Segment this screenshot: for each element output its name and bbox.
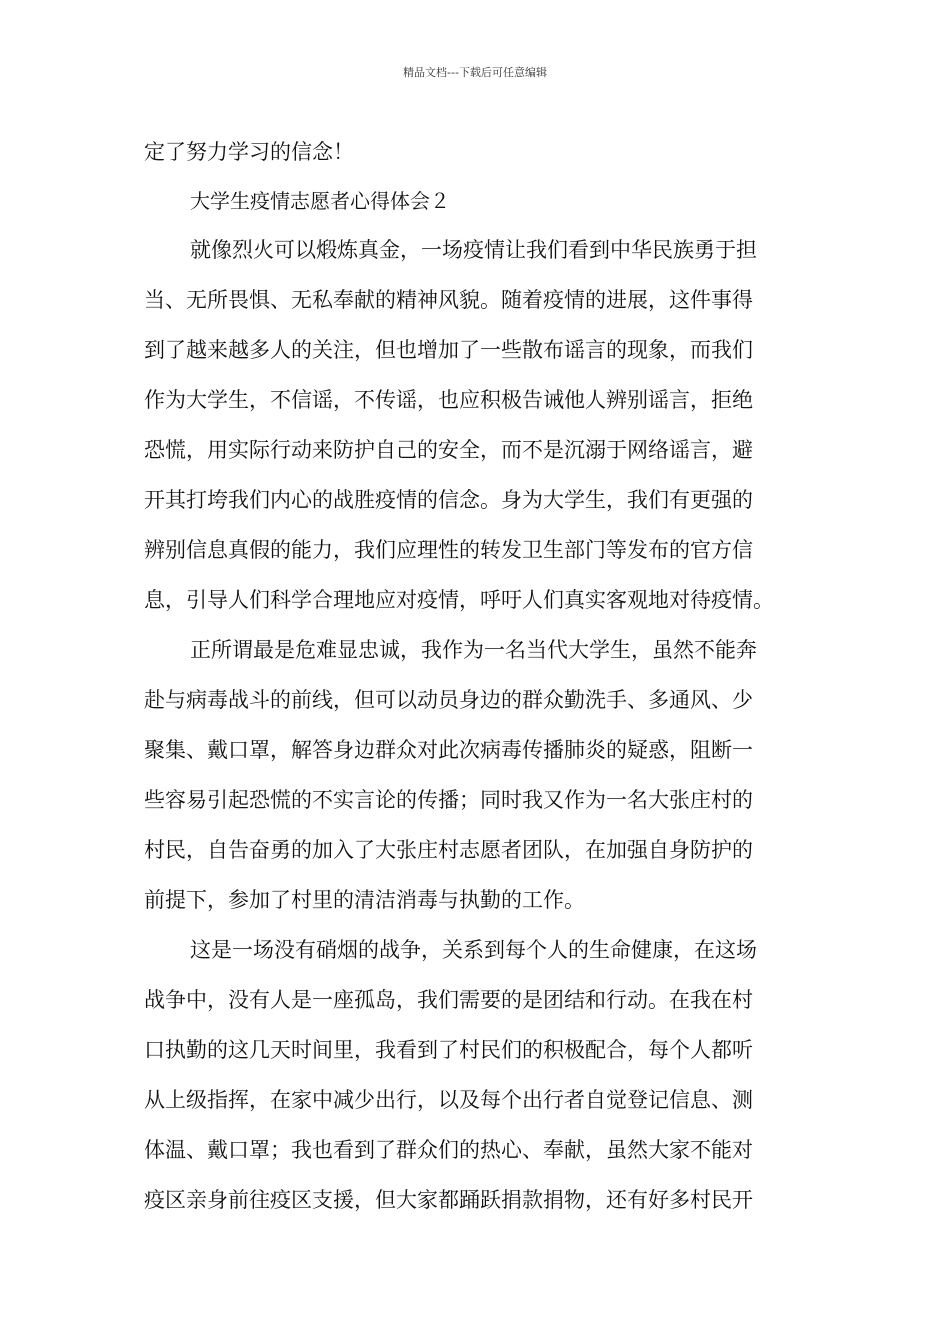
text-line: 口执勤的这几天时间里，我看到了村民们的积极配合，每个人都听 xyxy=(144,1038,753,1062)
text-line: 恐慌，用实际行动来防护自己的安全，而不是沉溺于网络谣言，避 xyxy=(144,438,753,462)
text-line: 前提下，参加了村里的清洁消毒与执勤的工作。 xyxy=(144,888,585,912)
text-line: 这是一场没有硝烟的战争，关系到每个人的生命健康，在这场 xyxy=(190,938,757,962)
text-line: 辨别信息真假的能力，我们应理性的转发卫生部门等发布的官方信 xyxy=(144,538,753,562)
text-line: 聚集、戴口罩，解答身边群众对此次病毒传播肺炎的疑惑，阻断一 xyxy=(144,738,753,762)
text-line: 战争中，没有人是一座孤岛，我们需要的是团结和行动。在我在村 xyxy=(144,988,753,1012)
text-line: 正所谓最是危难显忠诚，我作为一名当代大学生，虽然不能奔 xyxy=(190,638,757,662)
text-line: 作为大学生，不信谣，不传谣，也应积极告诫他人辨别谣言，拒绝 xyxy=(144,388,753,412)
text-line: 村民，自告奋勇的加入了大张庄村志愿者团队，在加强自身防护的 xyxy=(144,838,753,862)
text-line: 定了努力学习的信念！ xyxy=(144,140,354,164)
text-line: 开其打垮我们内心的战胜疫情的信念。身为大学生，我们有更强的 xyxy=(144,488,753,512)
text-line: 就像烈火可以煅炼真金，一场疫情让我们看到中华民族勇于担 xyxy=(190,238,757,262)
text-line: 疫区亲身前往疫区支援，但大家都踊跃捐款捐物，还有好多村民开 xyxy=(144,1188,753,1212)
page-header: 精品文档---下载后可任意编辑 xyxy=(403,66,547,79)
text-line: 从上级指挥，在家中减少出行，以及每个出行者自觉登记信息、测 xyxy=(144,1088,753,1112)
section-heading: 大学生疫情志愿者心得体会２ xyxy=(190,189,450,213)
text-line: 赴与病毒战斗的前线，但可以动员身边的群众勤洗手、多通风、少 xyxy=(144,688,753,712)
text-line: 体温、戴口罩；我也看到了群众们的热心、奉献，虽然大家不能对 xyxy=(144,1138,753,1162)
text-line: 当、无所畏惧、无私奉献的精神风貌。随着疫情的进展，这件事得 xyxy=(144,288,753,312)
text-line: 到了越来越多人的关注，但也增加了一些散布谣言的现象，而我们 xyxy=(144,338,753,362)
text-line: 息，引导人们科学合理地应对疫情，呼吁人们真实客观地对待疫情。 xyxy=(144,588,774,612)
text-line: 些容易引起恐慌的不实言论的传播；同时我又作为一名大张庄村的 xyxy=(144,788,753,812)
